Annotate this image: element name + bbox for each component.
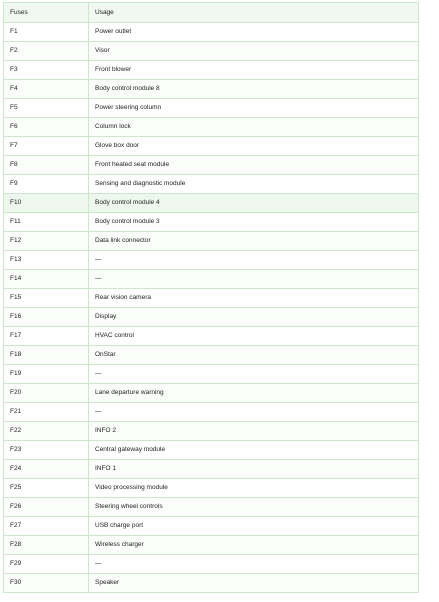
fuse-usage-cell: — <box>89 270 419 289</box>
fuse-id-cell: F21 <box>4 403 89 422</box>
table-row <box>4 308 419 327</box>
table-row <box>4 365 419 384</box>
table-row <box>4 270 419 289</box>
fuse-id-cell: F23 <box>4 441 89 460</box>
table-row <box>4 460 419 479</box>
table-row <box>4 555 419 574</box>
table-row <box>4 23 419 42</box>
fuse-usage-cell: — <box>89 555 419 574</box>
table-row <box>4 232 419 251</box>
table-row <box>4 384 419 403</box>
fuse-usage-cell: Power steering column <box>89 99 419 118</box>
fuse-id-cell: F16 <box>4 308 89 327</box>
fuse-id-cell: F19 <box>4 365 89 384</box>
header-row <box>4 3 419 23</box>
fuse-id-cell: F13 <box>4 251 89 270</box>
fuse-id-cell: F7 <box>4 137 89 156</box>
fuse-usage-cell: Wireless charger <box>89 536 419 555</box>
fuse-usage-cell: Body control module 4 <box>89 194 419 213</box>
table-row <box>4 403 419 422</box>
fuse-usage-cell: Display <box>89 308 419 327</box>
fuse-id-cell: F12 <box>4 232 89 251</box>
header-fuses: Fuses <box>4 3 89 23</box>
fuse-id-cell: F26 <box>4 498 89 517</box>
fuse-usage-cell: Data link connector <box>89 232 419 251</box>
fuse-id-cell: F29 <box>4 555 89 574</box>
table-header <box>4 3 419 23</box>
fuse-usage-cell: — <box>89 251 419 270</box>
table-row <box>4 574 419 593</box>
fuse-usage-cell: HVAC control <box>89 327 419 346</box>
table-row <box>4 137 419 156</box>
fuse-id-cell: F17 <box>4 327 89 346</box>
fuse-id-cell: F18 <box>4 346 89 365</box>
table-row <box>4 42 419 61</box>
table-row <box>4 517 419 536</box>
fuse-id-cell: F25 <box>4 479 89 498</box>
fuse-usage-cell: INFO 2 <box>89 422 419 441</box>
fuse-usage-cell: — <box>89 365 419 384</box>
table-row <box>4 479 419 498</box>
fuse-id-cell: F14 <box>4 270 89 289</box>
fuse-usage-cell: Glove box door <box>89 137 419 156</box>
fuse-usage-cell: Speaker <box>89 574 419 593</box>
fuse-usage-cell: — <box>89 403 419 422</box>
fuse-id-cell: F15 <box>4 289 89 308</box>
table-row <box>4 498 419 517</box>
fuse-id-cell: F24 <box>4 460 89 479</box>
table-row <box>4 251 419 270</box>
table-row <box>4 536 419 555</box>
fuse-usage-cell: Video processing module <box>89 479 419 498</box>
fuse-usage-cell: OnStar <box>89 346 419 365</box>
table-row <box>4 422 419 441</box>
fuse-usage-cell: Steering wheel controls <box>89 498 419 517</box>
fuse-id-cell: F9 <box>4 175 89 194</box>
fuse-id-cell: F2 <box>4 42 89 61</box>
fuse-id-cell: F28 <box>4 536 89 555</box>
fuse-usage-cell: INFO 1 <box>89 460 419 479</box>
table-row <box>4 61 419 80</box>
fuse-usage-cell: Front heated seat module <box>89 156 419 175</box>
table-row <box>4 175 419 194</box>
table-row <box>4 327 419 346</box>
table-body <box>4 23 419 593</box>
header-usage: Usage <box>89 3 419 23</box>
table-row <box>4 194 419 213</box>
fuse-id-cell: F8 <box>4 156 89 175</box>
fuse-id-cell: F20 <box>4 384 89 403</box>
table-row <box>4 289 419 308</box>
table-row <box>4 118 419 137</box>
fuse-id-cell: F27 <box>4 517 89 536</box>
table-row <box>4 213 419 232</box>
table-row <box>4 99 419 118</box>
fuse-usage-cell: Lane departure warning <box>89 384 419 403</box>
table-row <box>4 156 419 175</box>
fuse-usage-cell: Visor <box>89 42 419 61</box>
fuse-id-cell: F5 <box>4 99 89 118</box>
table-row <box>4 441 419 460</box>
fuse-usage-cell: Sensing and diagnostic module <box>89 175 419 194</box>
fuse-usage-cell: Body control module 3 <box>89 213 419 232</box>
fuse-usage-cell: Column lock <box>89 118 419 137</box>
fuse-usage-cell: Body control module 8 <box>89 80 419 99</box>
fuse-id-cell: F3 <box>4 61 89 80</box>
fuse-usage-cell: Central gateway module <box>89 441 419 460</box>
table-row <box>4 346 419 365</box>
fuse-table <box>3 2 419 593</box>
fuse-id-cell: F11 <box>4 213 89 232</box>
fuse-id-cell: F6 <box>4 118 89 137</box>
fuse-usage-cell: USB charge port <box>89 517 419 536</box>
fuse-id-cell: F30 <box>4 574 89 593</box>
fuse-usage-cell: Rear vision camera <box>89 289 419 308</box>
fuse-usage-cell: Front blower <box>89 61 419 80</box>
fuse-usage-cell: Power outlet <box>89 23 419 42</box>
fuse-id-cell: F4 <box>4 80 89 99</box>
fuse-id-cell: F10 <box>4 194 89 213</box>
fuse-id-cell: F1 <box>4 23 89 42</box>
fuse-table-container <box>3 2 418 593</box>
table-row <box>4 80 419 99</box>
fuse-id-cell: F22 <box>4 422 89 441</box>
